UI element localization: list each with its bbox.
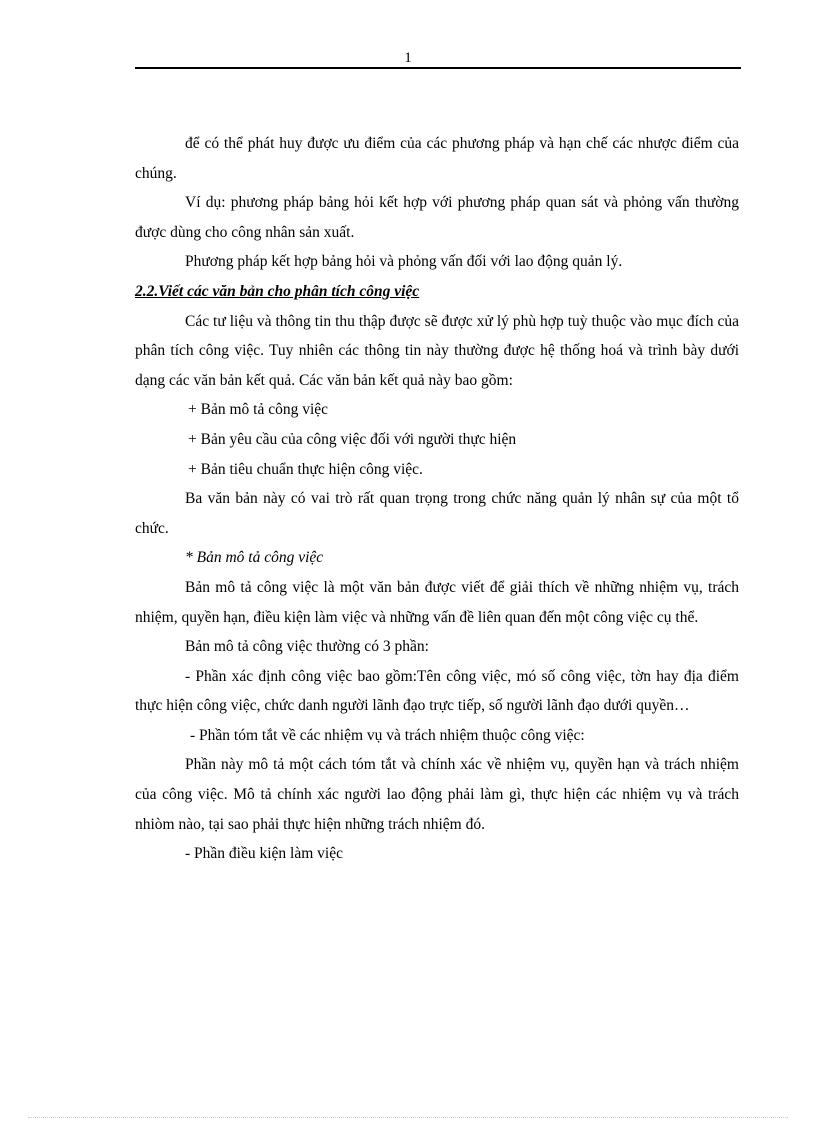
paragraph-intro: để có thể phát huy được ưu điểm của các phương pháp và hạn chế các nhược điểm của chúng. <box>135 135 739 182</box>
paragraph-summary-detail: Phần này mô tả một cách tóm tắt và chính xác về nhiệm vụ, quyền hạn và trách nhiệm của công việc. Mô tả chính xác người lao động phải làm gì, thực hiện các nhiệm vụ và trách nhiòm nào, tại sao phải thực hiện những trách nhiệm đó. <box>135 756 739 833</box>
paragraph-summary-part: - Phần tóm tắt về các nhiệm vụ và trách nhiệm thuộc công việc: <box>190 726 585 744</box>
paragraph-combined-method: Phương pháp kết hợp bảng hỏi và phỏng vấn đối với lao động quản lý. <box>185 253 623 271</box>
paragraph-working-conditions: - Phần điều kiện làm việc <box>185 845 343 863</box>
subheading-job-description: * Bản mô tả công việc <box>185 549 324 567</box>
list-item-job-description: + Bản mô tả công việc <box>188 401 329 419</box>
paragraph-documents: Các tư liệu và thông tin thu thập được sẽ được xử lý phù hợp tuỳ thuộc vào mục đích của phân tích công việc. Tuy nhiên các thông tin này thường được hệ thống hoá và trình bày dưới dạng các văn bản kết quả. Các văn bản kết quả này bao gồm: <box>135 312 739 389</box>
list-item-performance-standards: + Bản tiêu chuẩn thực hiện công việc. <box>188 460 423 478</box>
paragraph-definition: Bản mô tả công việc là một văn bản được viết để giải thích về những nhiệm vụ, trách nhiệm, quyền hạn, điều kiện làm việc và những vấn đề liên quan đến một công việc cụ thể. <box>135 578 739 626</box>
header-rule <box>135 67 741 69</box>
paragraph-importance: Ba văn bản này có vai trò rất quan trọng trong chức năng quản lý nhân sự của một tổ chức. <box>135 490 739 537</box>
paragraph-identification-part: - Phần xác định công việc bao gồm:Tên công việc, mó số công việc, tờn hay địa điểm thực hiện công việc, chức danh người lãnh đạo trực tiếp, số người lãnh đạo dưới quyền… <box>135 667 739 715</box>
section-heading: 2.2.Viết các văn bản cho phân tích công việc <box>135 282 420 300</box>
page-number: 1 <box>404 50 412 66</box>
document-body <box>135 129 739 869</box>
paragraph-example: Ví dụ: phương pháp bảng hỏi kết hợp với phương pháp quan sát và phỏng vấn thường được dùng cho công nhân sản xuất. <box>135 194 739 241</box>
list-item-job-requirements: + Bản yêu cầu của công việc đối với người thực hiện <box>188 430 517 448</box>
page-bottom-border <box>28 1117 788 1118</box>
paragraph-three-parts: Bản mô tả công việc thường có 3 phần: <box>185 638 429 656</box>
